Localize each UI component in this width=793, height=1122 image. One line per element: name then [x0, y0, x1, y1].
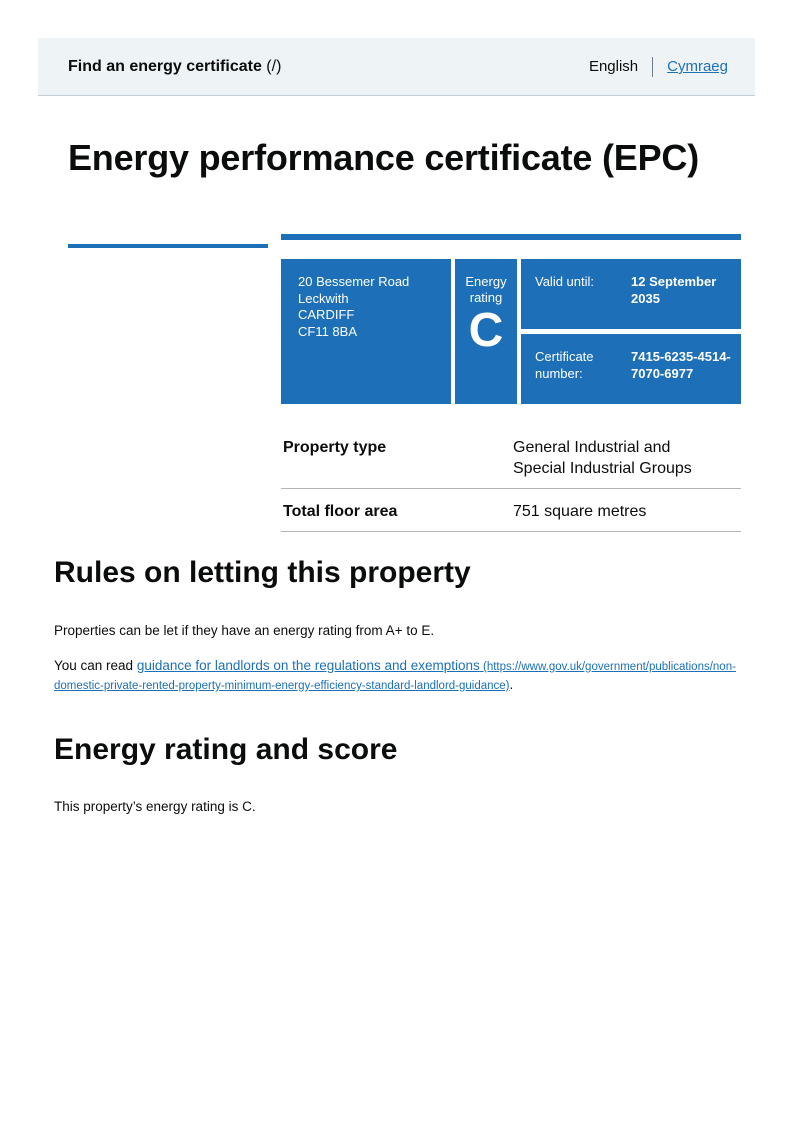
property-type-label: Property type — [283, 439, 387, 456]
guidance-link-text: guidance for landlords on the regulations and exemptions — [136, 658, 480, 673]
total-floor-area-label: Total floor area — [283, 503, 398, 520]
certificate-panel — [281, 234, 741, 404]
rating-section-heading: Energy rating and score — [54, 733, 398, 766]
rating-paragraph: This property’s energy rating is C. — [54, 799, 256, 814]
guidance-paragraph — [54, 657, 744, 695]
address-line: Leckwith — [298, 290, 349, 306]
valid-until-label: Valid until: — [535, 274, 595, 289]
site-header — [38, 38, 755, 96]
rules-section-heading: Rules on letting this property — [54, 556, 471, 589]
certificate-box — [281, 259, 741, 404]
language-current: English — [588, 58, 639, 75]
left-divider-rule — [68, 244, 268, 248]
rules-paragraph: Properties can be let if they have an energy rating from A+ to E. — [54, 623, 435, 638]
property-type-value: General Industrial and Special Industrial Groups — [513, 439, 692, 477]
valid-until-value: 12 September 2035 — [631, 274, 717, 306]
app-title-text: Find an energy certificate — [68, 57, 262, 75]
guidance-prefix: You can read — [54, 658, 137, 673]
certificate-summary — [68, 234, 793, 404]
energy-rating-cell — [455, 259, 517, 404]
certificate-number-value: 7415-6235-4514-7070-6977 — [631, 349, 731, 381]
table-row — [281, 425, 741, 489]
certificate-meta — [521, 259, 741, 404]
property-address — [281, 259, 451, 404]
landlord-guidance-link[interactable] — [54, 658, 736, 692]
energy-rating-value: C — [468, 304, 504, 357]
language-link-cymraeg[interactable]: Cymraeg — [667, 58, 728, 75]
language-separator — [652, 57, 653, 77]
page-title: Energy performance certificate (EPC) — [68, 137, 700, 178]
valid-until-row — [521, 259, 741, 329]
main-content — [54, 554, 744, 815]
app-title-path: (/) — [266, 57, 282, 75]
address-line: 20 Bessemer Road — [298, 274, 410, 289]
property-details-table — [281, 425, 741, 532]
language-switcher — [589, 57, 728, 77]
table-row — [281, 489, 741, 532]
energy-rating-label: Energy rating — [465, 274, 507, 305]
address-line: CF11 8BA — [298, 323, 358, 339]
certificate-top-bar — [281, 234, 741, 240]
certificate-number-row — [521, 334, 741, 404]
total-floor-area-value: 751 square metres — [513, 503, 647, 520]
certificate-number-label: Certificate number: — [535, 349, 594, 381]
guidance-link-url: (https://www.gov.uk/government/publications/non-domestic-private-rented-property-minimum-energy-efficiency-standard-landlord-guidance) — [54, 661, 736, 692]
app-title-link[interactable] — [68, 58, 281, 76]
guidance-suffix: . — [509, 677, 514, 692]
address-line: CARDIFF — [298, 307, 355, 322]
